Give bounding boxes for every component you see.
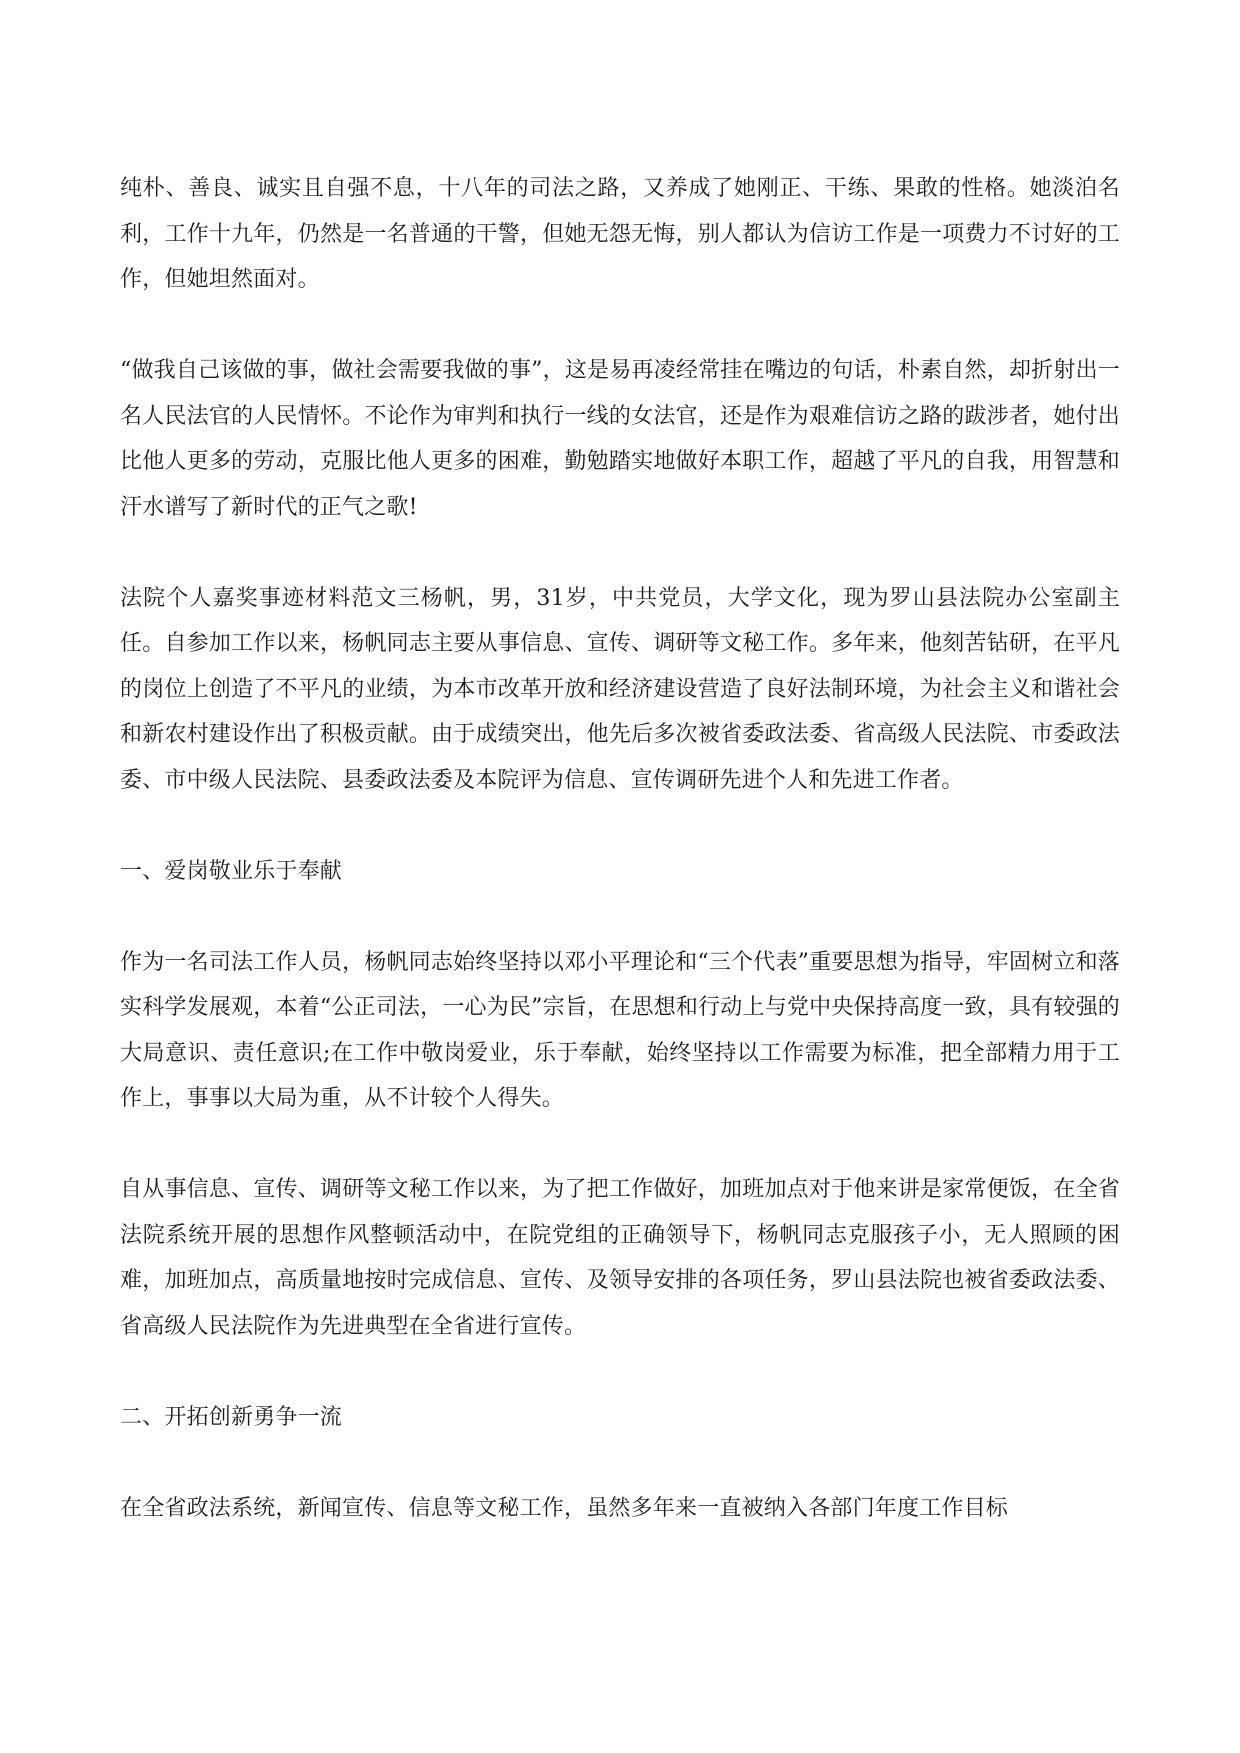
- section-heading-1: 一、爱岗敬业乐于奉献: [120, 858, 343, 884]
- paragraph-6: 在全省政法系统，新闻宣传、信息等文秘工作，虽然多年来一直被纳入各部门年度工作目标: [120, 1495, 1009, 1521]
- paragraph-1: 纯朴、善良、诚实且自强不息，十八年的司法之路，又养成了她刚正、干练、果敢的性格。她淡泊名利，工作十九年，仍然是一名普通的干警，但她无怨无悔，别人都认为信访工作是一项费力不讨好的工作，但她坦然面对。: [120, 176, 1120, 292]
- paragraph-5: 自从事信息、宣传、调研等文秘工作以来，为了把工作做好，加班加点对于他来讲是家常便饭，在全省法院系统开展的思想作风整顿活动中，在院党组的正确领导下，杨帆同志克服孩子小，无人照顾的困难，加班加点，高质量地按时完成信息、宣传、及领导安排的各项任务，罗山县法院也被省委政法委、省高级人民法院作为先进典型在全省进行宣传。: [120, 1177, 1120, 1339]
- section-heading-2: 二、开拓创新勇争一流: [120, 1404, 343, 1430]
- document-body: [120, 166, 1120, 1531]
- paragraph-2: “做我自己该做的事，做社会需要我做的事”，这是易再凌经常挂在嘴边的句话，朴素自然，却折射出一名人民法官的人民情怀。不论作为审判和执行一线的女法官，还是作为艰难信访之路的跋涉者，她付出比他人更多的劳动，克服比他人更多的困难，勤勉踏实地做好本职工作，超越了平凡的自我，用智慧和汗水谱写了新时代的正气之歌!: [120, 358, 1120, 520]
- paragraph-3: 法院个人嘉奖事迹材料范文三杨帆，男，31岁，中共党员，大学文化，现为罗山县法院办公室副主任。自参加工作以来，杨帆同志主要从事信息、宣传、调研等文秘工作。多年来，他刻苦钻研，在平凡的岗位上创造了不平凡的业绩，为本市改革开放和经济建设营造了良好法制环境，为社会主义和谐社会和新农村建设作出了积极贡献。由于成绩突出，他先后多次被省委政法委、省高级人民法院、市委政法委、市中级人民法院、县委政法委及本院评为信息、宣传调研先进个人和先进工作者。: [120, 585, 1120, 793]
- paragraph-4: 作为一名司法工作人员，杨帆同志始终坚持以邓小平理论和“三个代表”重要思想为指导，牢固树立和落实科学发展观，本着“公正司法，一心为民”宗旨，在思想和行动上与党中央保持高度一致，具有较强的大局意识、责任意识;在工作中敬岗爱业，乐于奉献，始终坚持以工作需要为标准，把全部精力用于工作上，事事以大局为重，从不计较个人得失。: [120, 949, 1120, 1111]
